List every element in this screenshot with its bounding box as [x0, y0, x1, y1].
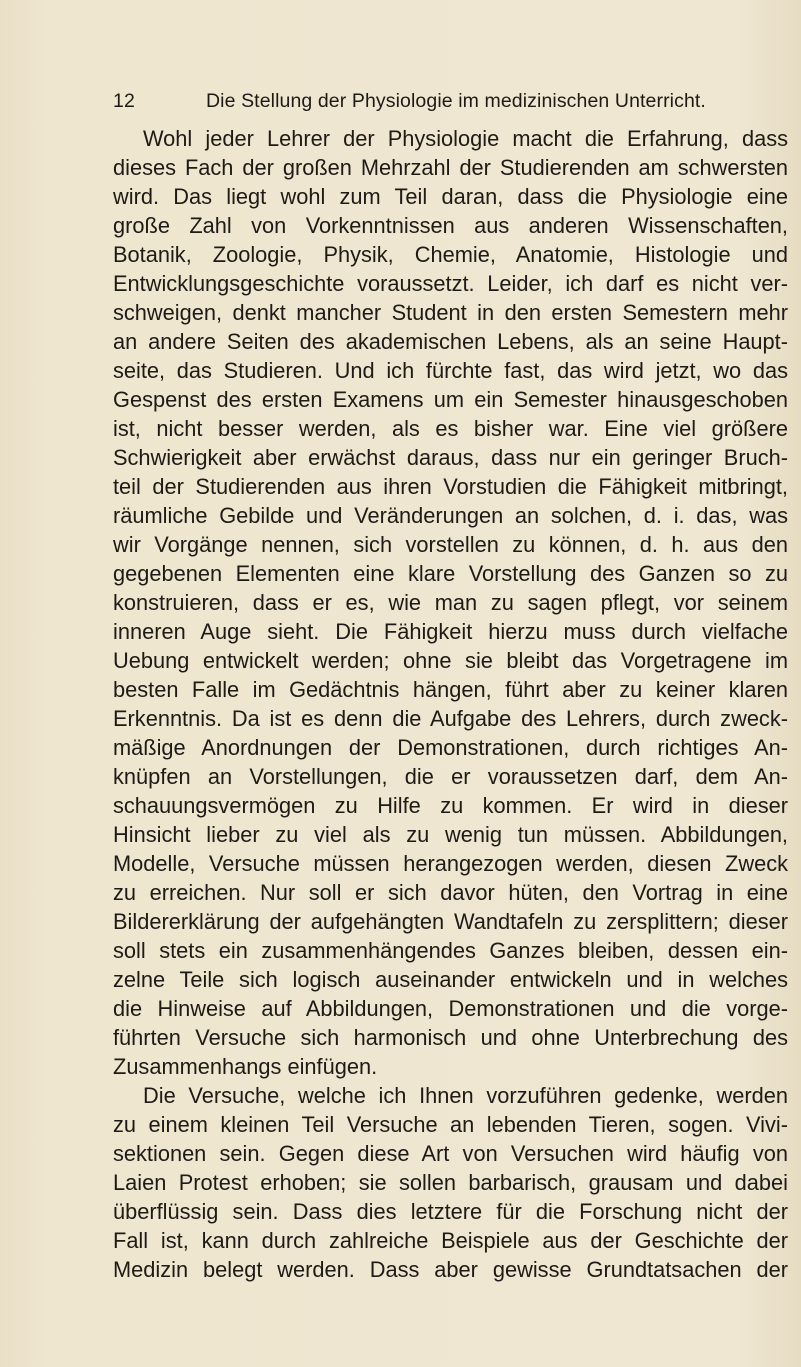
text-line: teil der Studierenden aus ihren Vorstudien die Fähigkeit mitbringt, [113, 474, 788, 499]
text-line: schweigen, denkt mancher Student in den ersten Semestern mehr [113, 300, 788, 325]
text-line-paragraph-end: Zusammenhangs einfügen. [113, 1054, 378, 1079]
text-line: überflüssig sein. Dass dies letztere für die Forschung nicht der [113, 1199, 788, 1224]
text-line: Gespenst des ersten Examens um ein Semester hinausgeschoben [113, 387, 788, 412]
text-line: zelne Teile sich logisch auseinander entwickeln und in welches [113, 967, 788, 992]
text-line: Bildererklärung der aufgehängten Wandtafeln zu zersplittern; dieser [113, 909, 788, 934]
text-line: dieses Fach der großen Mehrzahl der Studierenden am schwersten [113, 155, 788, 180]
text-line: große Zahl von Vorkenntnissen aus anderen Wissenschaften, [113, 213, 788, 238]
text-line: führten Versuche sich harmonisch und ohne Unterbrechung des [113, 1025, 788, 1050]
text-line: Wohl jeder Lehrer der Physiologie macht die Erfahrung, dass [143, 126, 788, 151]
text-line: ist, nicht besser werden, als es bisher war. Eine viel größere [113, 416, 788, 441]
text-line: Medizin belegt werden. Dass aber gewisse Grundtatsachen der [113, 1257, 788, 1282]
text-line: Hinsicht lieber zu viel als zu wenig tun müssen. Abbildungen, [113, 822, 788, 847]
text-line: Schwierigkeit aber erwächst daraus, dass nur ein geringer Bruch- [113, 445, 788, 470]
text-line: an andere Seiten des akademischen Lebens, als an seine Haupt- [113, 329, 788, 354]
text-line: die Hinweise auf Abbildungen, Demonstrationen und die vorge- [113, 996, 788, 1021]
text-line: wir Vorgänge nennen, sich vorstellen zu können, d. h. aus den [113, 532, 788, 557]
text-line: mäßige Anordnungen der Demonstrationen, durch richtiges An- [113, 735, 788, 760]
running-title: Die Stellung der Physiologie im medizinischen Unterricht. [206, 90, 706, 112]
text-line: wird. Das liegt wohl zum Teil daran, dass die Physiologie eine [113, 184, 788, 209]
body-text [113, 124, 788, 1284]
text-line: schauungsvermögen zu Hilfe zu kommen. Er wird in dieser [113, 793, 788, 818]
text-line: Erkenntnis. Da ist es denn die Aufgabe des Lehrers, durch zweck- [113, 706, 788, 731]
text-line: Laien Protest erhoben; sie sollen barbarisch, grausam und dabei [113, 1170, 788, 1195]
text-line: zu einem kleinen Teil Versuche an lebenden Tieren, sogen. Vivi- [113, 1112, 788, 1137]
text-line: zu erreichen. Nur soll er sich davor hüten, den Vortrag in eine [113, 880, 788, 905]
text-line: gegebenen Elementen eine klare Vorstellung des Ganzen so zu [113, 561, 788, 586]
text-line: Botanik, Zoologie, Physik, Chemie, Anatomie, Histologie und [113, 242, 788, 267]
text-line: Modelle, Versuche müssen herangezogen werden, diesen Zweck [113, 851, 788, 876]
text-line: Fall ist, kann durch zahlreiche Beispiele aus der Geschichte der [113, 1228, 788, 1253]
text-line: inneren Auge sieht. Die Fähigkeit hierzu muss durch vielfache [113, 619, 788, 644]
text-line: besten Falle im Gedächtnis hängen, führt aber zu keiner klaren [113, 677, 788, 702]
running-header [113, 88, 706, 114]
text-line: seite, das Studieren. Und ich fürchte fast, das wird jetzt, wo das [113, 358, 788, 383]
text-line: Die Versuche, welche ich Ihnen vorzuführen gedenke, werden [143, 1083, 788, 1108]
text-line: räumliche Gebilde und Veränderungen an solchen, d. i. das, was [113, 503, 788, 528]
text-line: sektionen sein. Gegen diese Art von Versuchen wird häufig von [113, 1141, 788, 1166]
text-line: konstruieren, dass er es, wie man zu sagen pflegt, vor seinem [113, 590, 788, 615]
text-line: knüpfen an Vorstellungen, die er voraussetzen darf, dem An- [113, 764, 788, 789]
text-line: Entwicklungsgeschichte voraussetzt. Leider, ich darf es nicht ver- [113, 271, 788, 296]
text-line: soll stets ein zusammenhängendes Ganzes bleiben, dessen ein- [113, 938, 788, 963]
page-number: 12 [113, 90, 135, 112]
text-line: Uebung entwickelt werden; ohne sie bleibt das Vorgetragene im [113, 648, 788, 673]
